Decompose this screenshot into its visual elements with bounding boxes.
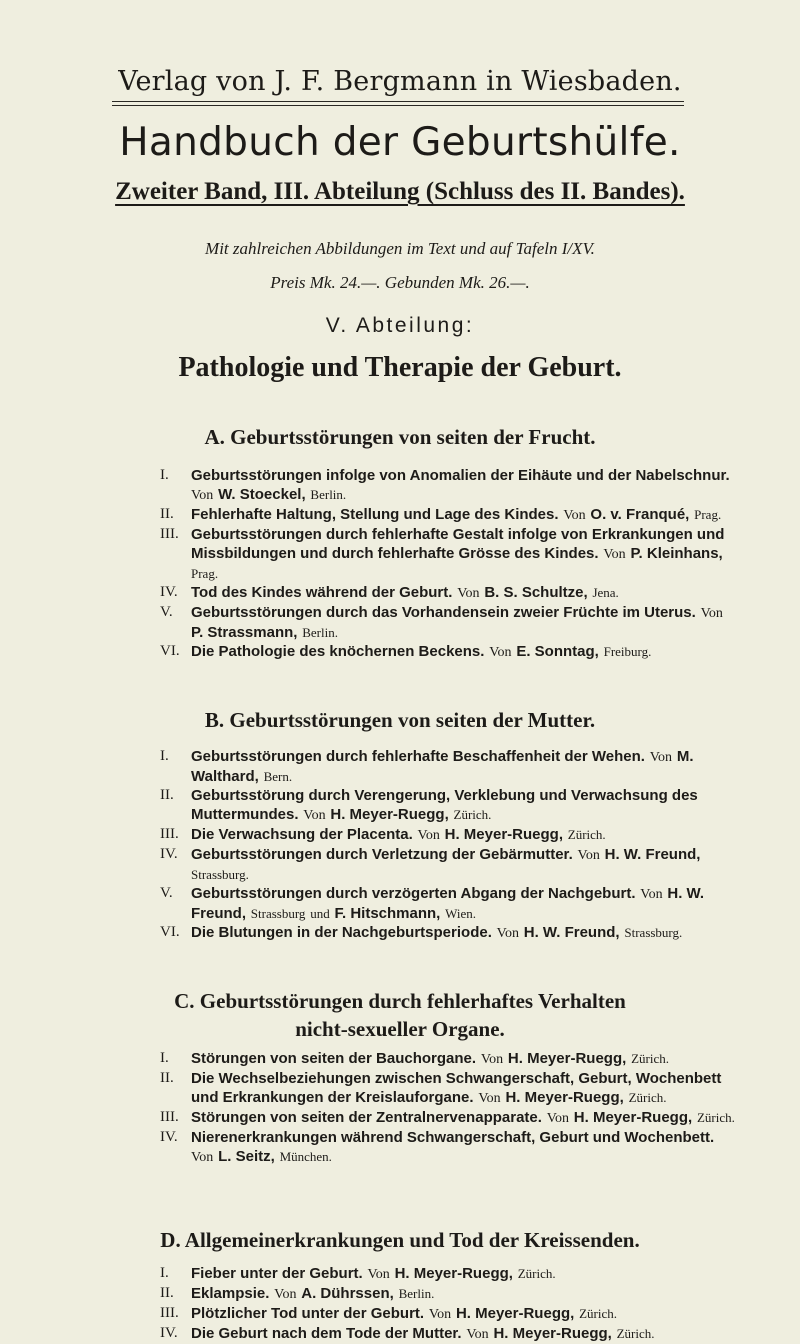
item-title: Geburtsstörungen durch Verletzung der Gebärmutter. [191,846,573,863]
list-item [0,583,800,603]
item-von: Von [191,488,214,503]
item-author: P. Strassmann, [191,624,298,641]
part-title: Pathologie und Therapie der Geburt. [178,352,622,383]
list-item [0,1069,800,1108]
item-von: Von [577,848,600,863]
list-item [0,505,800,525]
item-title: Die Wechselbeziehungen zwischen Schwangerschaft, Geburt, Wochenbett und Erkrankungen der Kreislauforgane. [191,1070,722,1106]
item-title: Geburtsstörungen durch fehlerhafte Beschaffenheit der Wehen. [191,748,645,765]
item-author: H. W. Freund, [523,924,620,941]
item-von: Von [466,1327,489,1342]
illustrations-note: Mit zahlreichen Abbildungen im Text und auf Tafeln I/XV. [205,239,595,258]
item-number: I. [160,748,169,764]
item-place: Zürich. [631,1051,669,1066]
item-title: Fieber unter der Geburt. [191,1265,363,1282]
item-title: Geburtsstörungen infolge von Anomalien der Eihäute und der Nabelschnur. [191,467,730,484]
list-item [0,525,800,583]
item-author: P. Kleinhans, [630,545,723,562]
item-author: H. Meyer-Ruegg, [444,826,563,843]
item-title: Eklampsie. [191,1285,270,1302]
item-place: Jena. [592,585,619,600]
item-von: Von [546,1111,570,1126]
item-number: III. [160,826,179,842]
item-von: Von [496,926,519,941]
item-place: Strassburg. [624,925,683,940]
item-number: VI. [160,924,180,940]
item-place: Zürich. [453,807,492,822]
item-title: Geburtsstörungen durch das Vorhandensein zweier Früchte im Uterus. [191,604,696,621]
item-title: Störungen von seiten der Bauchorgane. [191,1050,477,1067]
item-place: Zürich. [579,1306,617,1321]
item-author: H. W. Freund, [604,846,701,863]
item-von: Von [428,1307,452,1322]
item-number: IV. [160,584,178,600]
item-place: Bern. [263,769,293,784]
item-number: III. [160,1109,179,1125]
item-place: Zürich. [517,1266,556,1281]
item-place: Zürich. [696,1110,735,1125]
list-item [0,603,800,642]
item-von: Von [649,750,673,765]
item-author: H. W. Freund, [191,885,705,922]
item-place: Prag. [694,507,722,522]
section-heading-c: C. Geburtsstörungen durch fehlerhaftes Verhalten nicht-sexueller Organe. [174,989,626,1041]
section-heading-d: D. Allgemeinerkrankungen und Tod der Kreissenden. [160,1228,640,1252]
item-und: und [310,906,330,921]
item-title: Die Blutungen in der Nachgeburtsperiode. [191,924,492,941]
item-place: Zürich. [567,827,606,842]
item-author: H. Meyer-Ruegg, [493,1325,612,1342]
item-von: Von [303,808,326,823]
item-place: Berlin. [310,487,347,502]
item-author: A. Dührssen, [301,1285,394,1302]
item-author: H. Meyer-Ruegg, [573,1109,693,1126]
item-place: Prag. [191,566,219,581]
item-von: Von [457,586,480,601]
item-author: O. v. Franqué, [590,506,690,523]
section-heading-a: A. Geburtsstörungen von seiten der Frucht. [204,425,596,449]
list-item [0,923,800,943]
list-item [0,1324,800,1344]
book-title: Handbuch der Geburtshülfe. [119,120,681,165]
item-author: W. Stoeckel, [218,486,306,503]
item-title: Die Geburt nach dem Tode der Mutter. [191,1325,462,1342]
item-place: Berlin. [398,1286,435,1301]
item-author: H. Meyer-Ruegg, [394,1265,513,1282]
item-author: M. Walthard, [191,748,694,785]
item-place: Berlin. [302,625,338,640]
item-number: IV. [160,1325,178,1341]
list-item [0,1264,800,1284]
item-von: Von [640,887,663,902]
item-von: Von [191,1150,214,1165]
item-von: Von [489,645,512,660]
item-number: I. [160,1265,169,1281]
price-note: Preis Mk. 24.—. Gebunden Mk. 26.—. [270,273,530,292]
item-von: Von [367,1267,390,1282]
item-number: II. [160,787,174,803]
item-author: H. Meyer-Ruegg, [505,1089,624,1106]
item-author: H. Meyer-Ruegg, [330,806,449,823]
item-author: H. Meyer-Ruegg, [507,1050,627,1067]
publisher-line: Verlag von J. F. Bergmann in Wiesbaden. [118,66,682,97]
item-number: I. [160,1050,169,1066]
item-title: Geburtsstörungen durch fehlerhafte Gestalt infolge von Erkrankungen und Missbildungen und durch fehlerhafte Grösse des Kindes. [191,526,725,562]
item-von: Von [274,1287,297,1302]
item-von: Von [700,606,723,621]
item-title: Nierenerkrankungen während Schwangerschaft, Geburt und Wochenbett. [191,1129,715,1146]
section-list-b [0,747,800,943]
item-von: Von [563,508,586,523]
volume-subtitle: Zweiter Band, III. Abteilung (Schluss des II. Bandes). [115,178,685,205]
list-item [0,1304,800,1324]
item-place: München. [279,1149,332,1164]
item-von: Von [417,828,440,843]
list-item [0,825,800,845]
section-list-a [0,466,800,662]
item-author: H. Meyer-Ruegg, [455,1305,575,1322]
item-title: Die Pathologie des knöchernen Beckens. [191,643,485,660]
item-number: IV. [160,1129,178,1145]
item-title: Störungen von seiten der Zentralnervenapparate. [191,1109,542,1126]
item-number: I. [160,467,169,483]
item-place-2: Wien. [445,906,477,921]
list-item [0,884,800,923]
item-von: Von [480,1052,504,1067]
section-heading-b: B. Geburtsstörungen von seiten der Mutter. [204,708,596,732]
item-title: Die Verwachsung der Placenta. [191,826,413,843]
item-author: E. Sonntag, [516,643,599,660]
item-title: Geburtsstörung durch Verengerung, Verklebung und Verwachsung des Muttermundes. [191,787,698,823]
list-item [0,845,800,884]
item-number: V. [160,885,173,901]
item-number: III. [160,526,179,542]
item-von: Von [478,1091,501,1106]
item-number: IV. [160,846,178,862]
item-place: Zürich. [628,1090,667,1105]
double-rule-divider [112,101,684,106]
list-item [0,1049,800,1069]
item-place: Strassburg. [191,867,249,882]
item-number: II. [160,506,174,522]
item-title: Fehlerhafte Haltung, Stellung und Lage des Kindes. [191,506,559,523]
section-list-d [0,1264,800,1344]
list-item [0,1284,800,1304]
item-title: Plötzlicher Tod unter der Geburt. [191,1305,425,1322]
item-title: Tod des Kindes während der Geburt. [191,584,453,601]
list-item [0,466,800,505]
item-place: Freiburg. [603,644,652,659]
part-label: V. Abteilung: [325,314,475,337]
item-place: Zürich. [616,1326,655,1341]
item-author-2: F. Hitschmann, [334,905,441,922]
list-item [0,642,800,662]
item-von: Von [603,547,626,562]
item-author: B. S. Schultze, [484,584,588,601]
item-number: II. [160,1285,174,1301]
item-author: L. Seitz, [218,1148,275,1165]
item-number: V. [160,604,173,620]
section-list-c [0,1049,800,1167]
item-title: Geburtsstörungen durch verzögerten Abgang der Nachgeburt. [191,885,636,902]
list-item [0,786,800,825]
list-item [0,1128,800,1167]
item-number: II. [160,1070,174,1086]
item-place: Strassburg [250,906,306,921]
list-item [0,747,800,786]
item-number: VI. [160,643,180,659]
list-item [0,1108,800,1128]
item-number: III. [160,1305,179,1321]
